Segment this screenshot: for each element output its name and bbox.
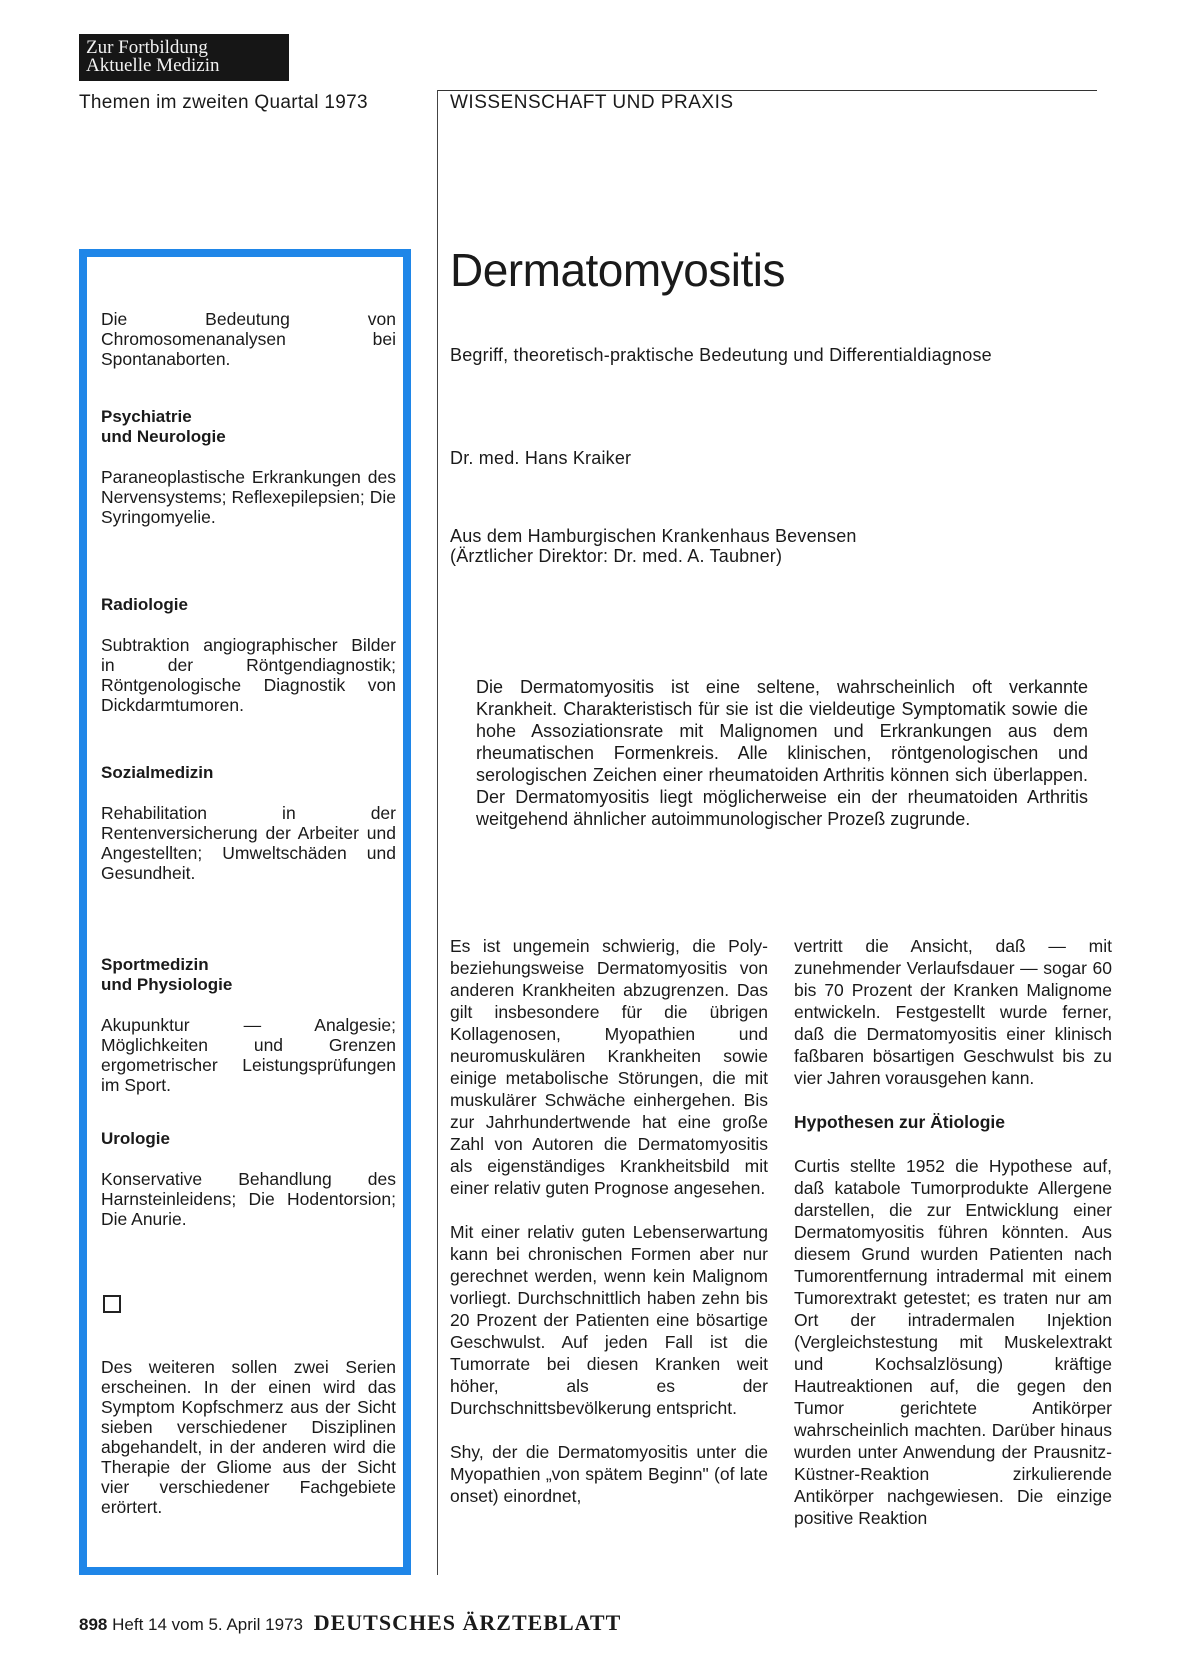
section-heading: Hypothesen zur Ätiologie [794,1112,1005,1132]
affiliation-line-2: (Ärztlicher Direktor: Dr. med. A. Taubner) [450,546,783,566]
section-header: WISSENSCHAFT UND PRAXIS [450,92,734,113]
sidebar-closing [101,1357,396,1517]
issue-info: Heft 14 vom 5. April 1973 [112,1615,303,1634]
sidebar-section-psychiatrie [101,407,396,527]
sidebar-heading: Sozialmedizin [101,763,214,782]
article-abstract: Die Dermatomyositis ist eine seltene, wahrscheinlich oft verkannte Krankheit. Charakteristisch für sie ist die vieldeutige Symptomatik sowie die hohe Assoziationsrate mit Malignomen und Erkrankungen aus dem rheumatischen Formenkreis. Alle klinischen, röntgenologischen und serologischen Zeichen einer rheumatoiden Arthritis können sich überlappen. Der Dermatomyositis liegt möglicherweise ein der rheumatoiden Arthritis weitgehend ähnlicher autoimmunologischer Prozeß zugrunde. [476,677,1088,829]
sidebar-section-text: Konservative Behandlung des Harnsteinleidens; Die Hodentorsion; Die Anurie. [101,1169,396,1229]
sidebar-section-text: Subtraktion angiographischer Bilder in der Röntgendiagnostik; Röntgenologische Diagnostik von Dickdarmtumoren. [101,635,396,715]
article-affiliation [450,526,857,566]
page-footer [79,1610,621,1636]
sidebar-closing-text: Des weiteren sollen zwei Serien erscheinen. In der einen wird das Symptom Kopfschmerz aus der Sicht sieben verschiedener Disziplinen abgehandelt, in der anderen wird die Therapie der Gliome aus der Sicht vier verschiedener Fachgebiete erörtert. [101,1357,396,1517]
body-column-2 [794,935,1112,1529]
badge-line-2: Aktuelle Medizin [86,55,220,76]
top-rule-divider [437,90,1097,91]
sidebar-heading: Radiologie [101,595,188,614]
body-paragraph: Mit einer relativ guten Lebenserwartung kann bei chronischen Formen aber nur gerechnet werden, wenn kein Malignom vorliegt. Durchschnittlich haben zehn bis 20 Prozent der Patienten eine bösartige Geschwulst. Auf jeden Fall ist die Tumorrate bei diesen Kranken weit höher, als es der Durchschnittsbevölkerung entspricht. [450,1222,768,1418]
checkbox-square-icon [103,1295,121,1313]
sidebar-section-text: Akupunktur — Analgesie; Möglichkeiten und Grenzen ergometrischer Leistungsprüfungen im Sport. [101,1015,396,1095]
sidebar-section-urologie [101,1129,396,1229]
sidebar-heading-line2: und Physiologie [101,975,233,994]
column-divider [437,90,438,1575]
sidebar-intro-text: Die Bedeutung von Chromosomenanalysen bei Spontanaborten. [101,309,396,369]
topics-sidebar [79,249,411,1575]
body-paragraph: Es ist ungemein schwierig, die Poly- beziehungsweise Dermatomyositis von anderen Krankheiten abzugrenzen. Das gilt insbesondere für die übrigen Kollagenosen, Myopathien und neuromuskulären Krankheiten sowie einige metabolische Störungen, die mit muskulärer Schwäche einhergehen. Bis zur Jahrhundertwende hat eine große Zahl von Autoren die Dermatomyositis als eigenständiges Krankheitsbild mit einer relativ guten Prognose angesehen. [450,936,768,1198]
body-paragraph: Shy, der die Dermatomyositis unter die Myopathien „von spätem Beginn" (of late onset) einordnet, [450,1442,768,1506]
article-author: Dr. med. Hans Kraiker [450,448,632,468]
section-badge [79,34,289,81]
body-paragraph: vertritt die Ansicht, daß — mit zunehmender Verlaufsdauer — sogar 60 bis 70 Prozent der Kranken Malignome entwickeln. Festgestellt wurde ferner, daß die Dermatomyositis einer klinisch faßbaren bösartigen Geschwulst bis zu vier Jahren vorausgehen kann. [794,936,1112,1088]
sidebar-section-text: Rehabilitation in der Rentenversicherung der Arbeiter und Angestellten; Umweltschäden und Gesundheit. [101,803,396,883]
sidebar-heading: Psychiatrie [101,407,192,426]
badge-line-1: Zur Fortbildung [86,37,208,58]
sidebar-section-radiologie [101,595,396,715]
sidebar-heading: Urologie [101,1129,170,1148]
left-column-header: Themen im zweiten Quartal 1973 [79,92,368,113]
sidebar-section-sportmedizin [101,955,396,1095]
article-subtitle: Begriff, theoretisch-praktische Bedeutung und Differentialdiagnose [450,345,992,365]
sidebar-heading-line2: und Neurologie [101,427,226,446]
sidebar-section-sozialmedizin [101,763,396,883]
body-column-1 [450,935,768,1507]
journal-masthead: DEUTSCHES ÄRZTEBLATT [313,1610,622,1635]
body-paragraph: Curtis stellte 1952 die Hypothese auf, daß katabole Tumorprodukte Allergene darstellen, die zur Entwicklung einer Dermatomyositis führen könnten. Aus diesem Grund wurden Patienten nach Tumorentfernung intradermal mit einem Tumorextrakt getestet; es traten nur am Ort der intradermalen Injektion (Vergleichstestung mit Muskelextrakt und Kochsalzlösung) kräftige Hautreaktionen auf, die gegen den Tumor gerichtete Antikörper wahrscheinlich machten. Darüber hinaus wurden unter Anwendung der Prausnitz-Küstner-Reaktion zirkulierende Antikörper nachgewiesen. Die einzige positive Reaktion [794,1156,1112,1528]
affiliation-line-1: Aus dem Hamburgischen Krankenhaus Bevensen [450,526,857,546]
page-number: 898 [79,1615,108,1634]
article-title: Dermatomyositis [450,244,786,296]
sidebar-section-text: Paraneoplastische Erkrankungen des Nervensystems; Reflexepilepsien; Die Syringomyelie. [101,467,396,527]
sidebar-intro [101,309,396,369]
sidebar-heading: Sportmedizin [101,955,209,974]
